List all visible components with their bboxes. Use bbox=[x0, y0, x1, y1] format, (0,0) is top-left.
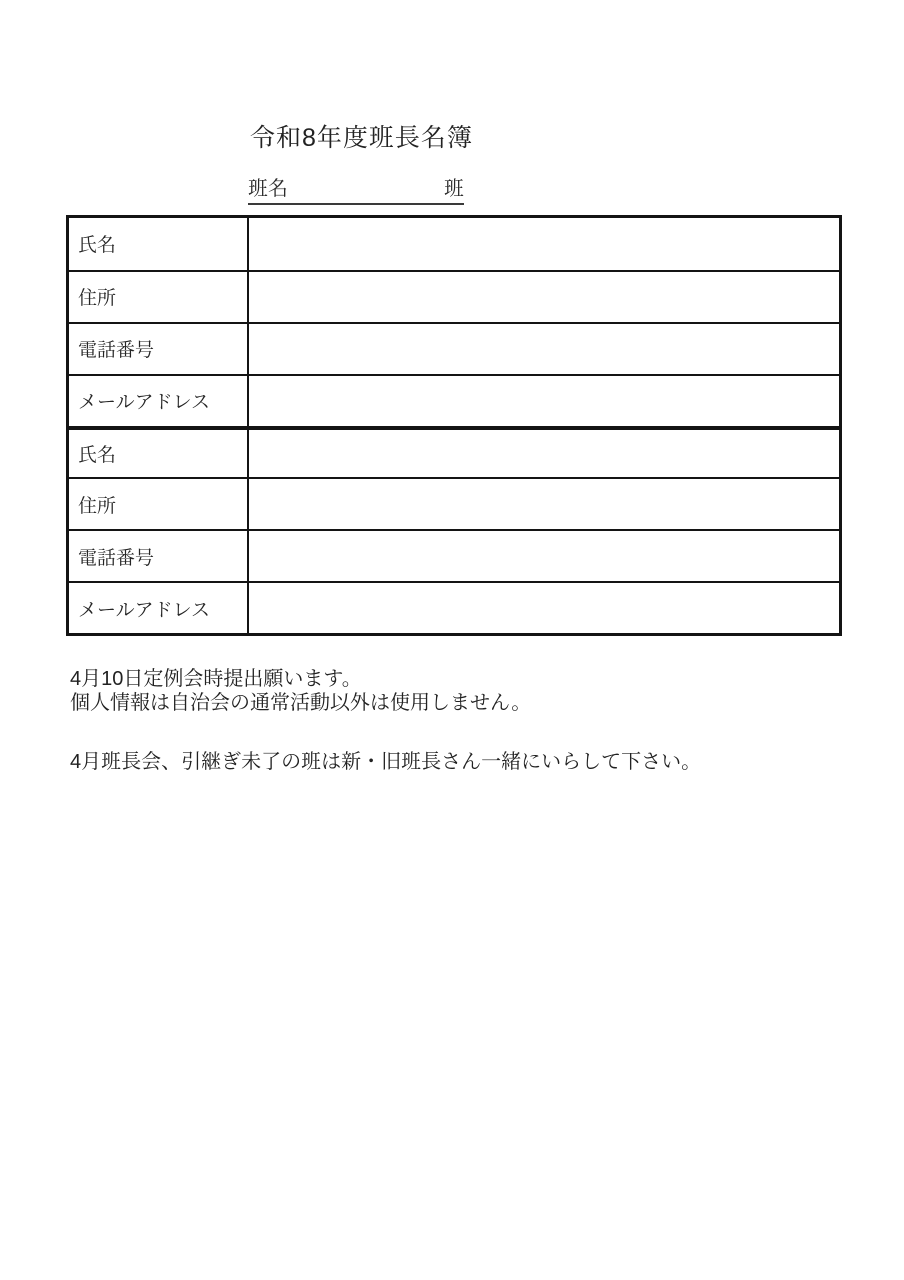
row-label: メールアドレス bbox=[69, 376, 249, 426]
table-row bbox=[69, 581, 839, 633]
row-value-cell bbox=[249, 531, 839, 581]
note-line: 4月10日定例会時提出願います。 bbox=[70, 668, 362, 690]
row-label: 住所 bbox=[69, 479, 249, 529]
row-value-cell bbox=[249, 272, 839, 322]
submission-notes bbox=[70, 667, 531, 715]
row-value-cell bbox=[249, 324, 839, 374]
row-label: 住所 bbox=[69, 272, 249, 322]
table-row bbox=[69, 374, 839, 426]
group-name-label: 班名 bbox=[248, 178, 288, 200]
row-label: メールアドレス bbox=[69, 583, 249, 633]
row-value-cell bbox=[249, 376, 839, 426]
meeting-note: 4月班長会、引継ぎ未了の班は新・旧班長さん一緒にいらして下さい。 bbox=[70, 751, 702, 773]
row-label: 氏名 bbox=[69, 218, 249, 270]
row-value-cell bbox=[249, 583, 839, 633]
note-line: 個人情報は自治会の通常活動以外は使用しません。 bbox=[70, 692, 532, 714]
table-row bbox=[69, 218, 839, 270]
row-value-cell bbox=[249, 218, 839, 270]
page-title: 令和8年度班長名簿 bbox=[250, 124, 473, 152]
row-label: 電話番号 bbox=[69, 531, 249, 581]
table-row bbox=[69, 426, 839, 478]
group-name-line bbox=[248, 172, 464, 205]
table-row bbox=[69, 322, 839, 374]
table-row bbox=[69, 270, 839, 322]
row-label: 氏名 bbox=[69, 430, 249, 478]
row-label: 電話番号 bbox=[69, 324, 249, 374]
table-row bbox=[69, 477, 839, 529]
roster-table bbox=[66, 215, 842, 636]
group-name-suffix: 班 bbox=[444, 178, 464, 200]
row-value-cell bbox=[249, 479, 839, 529]
table-row bbox=[69, 529, 839, 581]
row-value-cell bbox=[249, 430, 839, 478]
